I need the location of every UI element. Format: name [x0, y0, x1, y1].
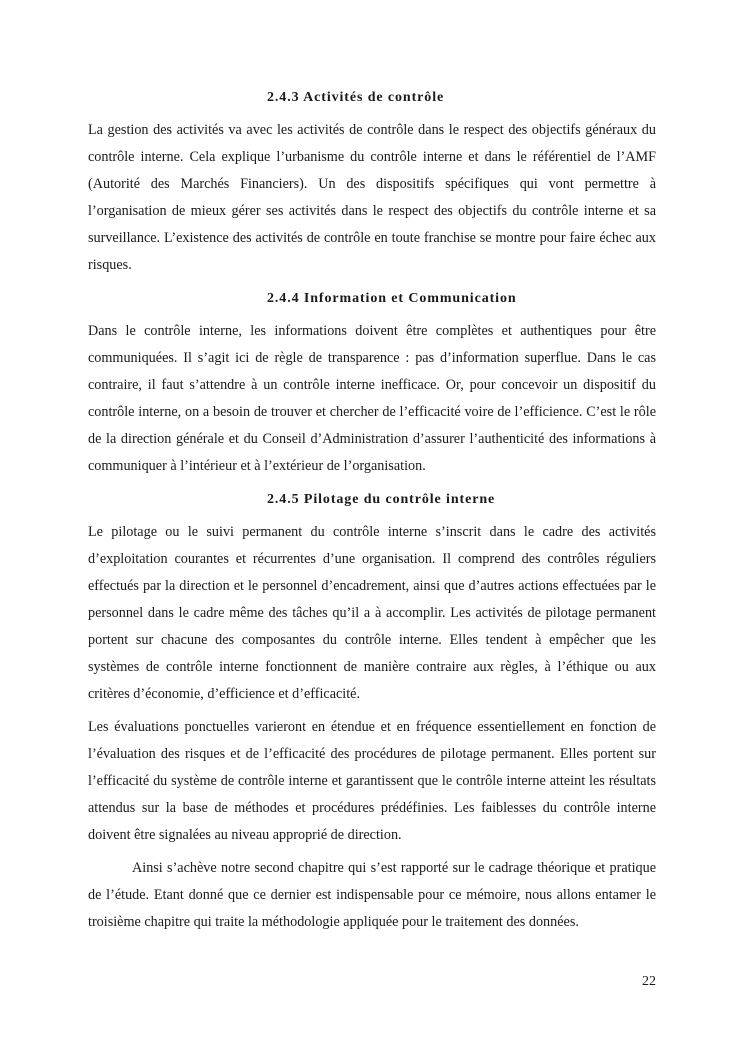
section-heading-activites-controle: 2.4.3 Activités de contrôle — [267, 90, 445, 105]
paragraph-information-communication: Dans le contrôle interne, les informations doivent être complètes et authentiques pour être communiquées. Il s’agit ici de règle de transparence : pas d’information superflue. Dans le cas contraire, il faut s’attendre à un contrôle interne inefficace. Or, pour concevoir un dispositif du contrôle interne, on a besoin de trouver et chercher de l’efficacité voire de l’efficience. C’est le rôle de la direction générale et du Conseil d’Administration d’assurer l’authenticité des informations à communiquer à l’intérieur et à l’extérieur de l’organisation. — [88, 323, 656, 474]
section-heading-pilotage: 2.4.5 Pilotage du contrôle interne — [267, 492, 496, 507]
section-heading-information-communication: 2.4.4 Information et Communication — [267, 291, 517, 306]
paragraph-pilotage-suivi: Le pilotage ou le suivi permanent du contrôle interne s’inscrit dans le cadre des activités d’exploitation courantes et récurrentes d’une organisation. Il comprend des contrôles réguliers effectués par la direction et le personnel d’encadrement, ainsi que d’autres actions effectuées par le personnel dans le cadre même des tâches qu’il a à accomplir. Les activités de pilotage permanent portent sur chacune des composantes du contrôle interne. Elles tendent à empêcher que les systèmes de contrôle interne fonctionnent de manière contraire aux règles, à l’éthique ou aux critères d’économie, d’efficience et d’efficacité. — [88, 524, 656, 702]
paragraph-conclusion: Ainsi s’achève notre second chapitre qui s’est rapporté sur le cadrage théorique et pratique de l’étude. Etant donné que ce dernier est indispensable pour ce mémoire, nous allons entamer le troisième chapitre qui traite la méthodologie appliquée pour le traitement des données. — [88, 860, 656, 930]
paragraph-activites-controle: La gestion des activités va avec les activités de contrôle dans le respect des objectifs généraux du contrôle interne. Cela explique l’urbanisme du contrôle interne et dans le référentiel de l’AMF (Autorité des Marchés Financiers). Un des dispositifs spécifiques qui vont permettre à l’organisation de mieux gérer ses activités dans le respect des objectifs du contrôle interne et sa surveillance. L’existence des activités de contrôle en toute franchise se montre pour faire échec aux risques. — [88, 122, 656, 273]
paragraph-evaluations-ponctuelles: Les évaluations ponctuelles varieront en étendue et en fréquence essentiellement en fonction de l’évaluation des risques et de l’efficacité des procédures de pilotage permanent. Elles portent sur l’efficacité du système de contrôle interne et garantissent que le contrôle interne atteint les résultats attendus sur la base de méthodes et procédures prédéfinies. Les faiblesses du contrôle interne doivent être signalées au niveau approprié de direction. — [88, 719, 656, 843]
page-number: 22 — [642, 974, 656, 989]
